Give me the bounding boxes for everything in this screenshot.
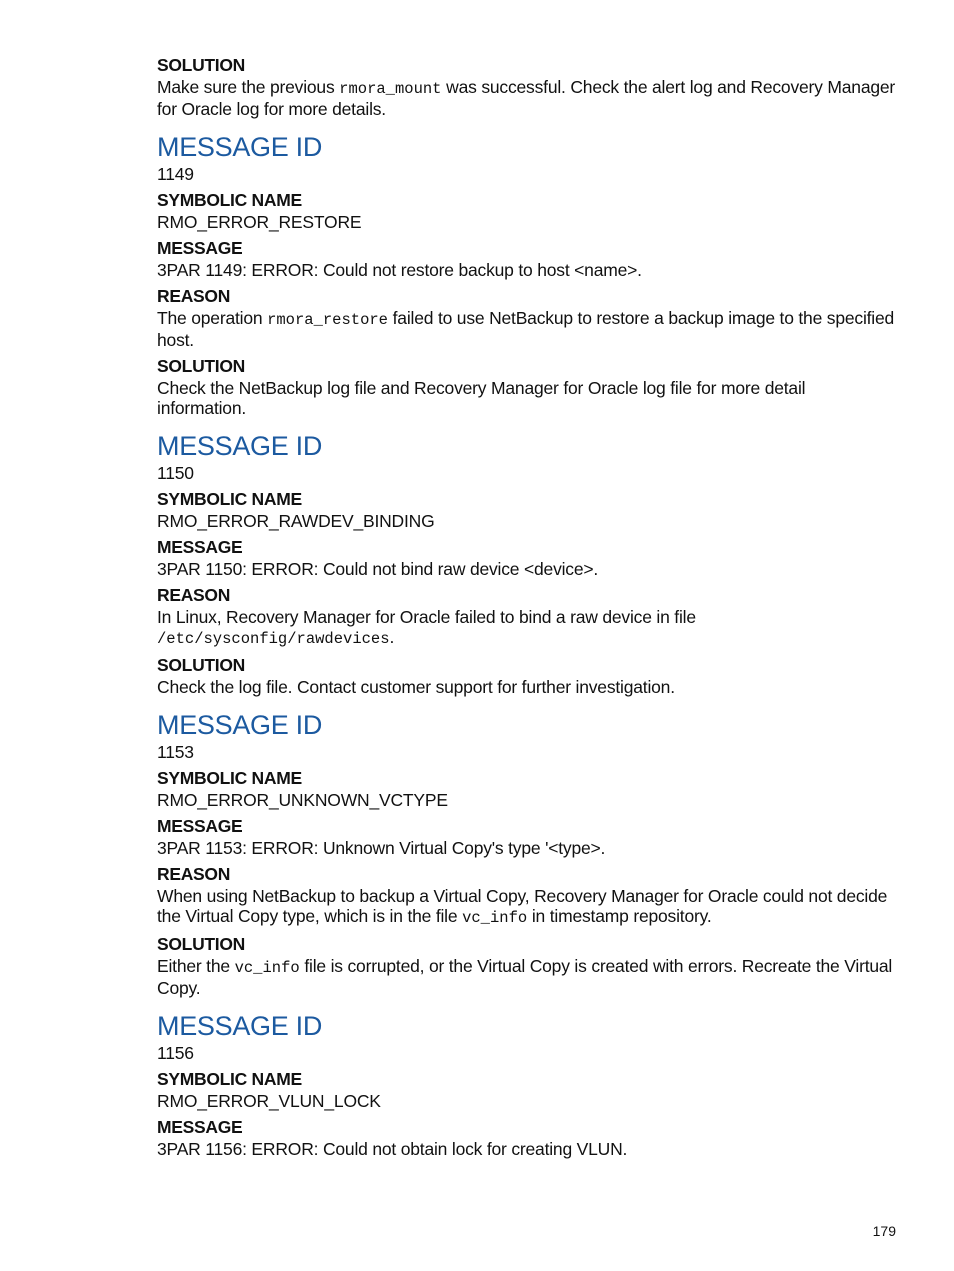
message-entry-1150 [157, 430, 899, 697]
code-rmora-mount: rmora_mount [339, 80, 442, 98]
reason-text: In Linux, Recovery Manager for Oracle failed to bind a raw device in file /etc/sysconfig/rawdevices. [157, 607, 696, 648]
document-page [157, 54, 899, 1164]
message-value: 3PAR 1149: ERROR: Could not restore backup to host <name>. [157, 260, 642, 280]
message-id-value: 1150 [157, 463, 194, 483]
solution-label: SOLUTION [157, 55, 246, 75]
message-value: 3PAR 1153: ERROR: Unknown Virtual Copy's type '<type>. [157, 838, 606, 858]
message-id-heading: MESSAGE ID [157, 710, 323, 740]
message-id-value: 1156 [157, 1043, 194, 1063]
message-id-heading: MESSAGE ID [157, 1011, 323, 1041]
solution-text: Check the log file. Contact customer support for further investigation. [157, 677, 675, 697]
symbolic-name-value: RMO_ERROR_RAWDEV_BINDING [157, 511, 435, 531]
symbolic-name-label: SYMBOLIC NAME [157, 1069, 302, 1089]
solution-text: Make sure the previous rmora_mount was successful. Check the alert log and Recovery Manager for Oracle log for more details. [157, 77, 896, 119]
solution-text: Either the vc_info file is corrupted, or the Virtual Copy is created with errors. Recreate the Virtual Copy. [157, 956, 893, 998]
message-id-value: 1153 [157, 742, 194, 762]
symbolic-name-label: SYMBOLIC NAME [157, 768, 302, 788]
symbolic-name-label: SYMBOLIC NAME [157, 190, 302, 210]
code-vc-info: vc_info [234, 959, 300, 977]
message-id-heading: MESSAGE ID [157, 431, 323, 461]
message-entry-1156 [157, 1010, 899, 1159]
page-number: 179 [872, 1223, 896, 1239]
message-value: 3PAR 1156: ERROR: Could not obtain lock for creating VLUN. [157, 1139, 628, 1159]
message-label: MESSAGE [157, 1117, 243, 1137]
solution-label: SOLUTION [157, 655, 246, 675]
message-label: MESSAGE [157, 238, 243, 258]
message-value: 3PAR 1150: ERROR: Could not bind raw device <device>. [157, 559, 599, 579]
reason-label: REASON [157, 286, 231, 306]
code-rmora-restore: rmora_restore [267, 311, 388, 329]
message-entry-1153 [157, 709, 899, 998]
solution-label: SOLUTION [157, 356, 246, 376]
reason-label: REASON [157, 864, 231, 884]
symbolic-name-value: RMO_ERROR_VLUN_LOCK [157, 1091, 381, 1111]
message-id-value: 1149 [157, 164, 194, 184]
symbolic-name-value: RMO_ERROR_UNKNOWN_VCTYPE [157, 790, 448, 810]
solution-label: SOLUTION [157, 934, 246, 954]
reason-text: When using NetBackup to backup a Virtual Copy, Recovery Manager for Oracle could not decide the Virtual Copy type, which is in the file vc_info in timestamp repository. [157, 886, 888, 927]
code-rawdevices-path: /etc/sysconfig/rawdevices [157, 630, 390, 648]
reason-text: The operation rmora_restore failed to use NetBackup to restore a backup image to the specified host. [157, 308, 895, 350]
message-id-heading: MESSAGE ID [157, 132, 323, 162]
message-label: MESSAGE [157, 816, 243, 836]
symbolic-name-label: SYMBOLIC NAME [157, 489, 302, 509]
code-vc-info: vc_info [462, 909, 528, 927]
message-label: MESSAGE [157, 537, 243, 557]
symbolic-name-value: RMO_ERROR_RESTORE [157, 212, 362, 232]
reason-label: REASON [157, 585, 231, 605]
message-entry-1149 [157, 131, 899, 418]
solution-text: Check the NetBackup log file and Recovery Manager for Oracle log file for more detail information. [157, 378, 806, 418]
